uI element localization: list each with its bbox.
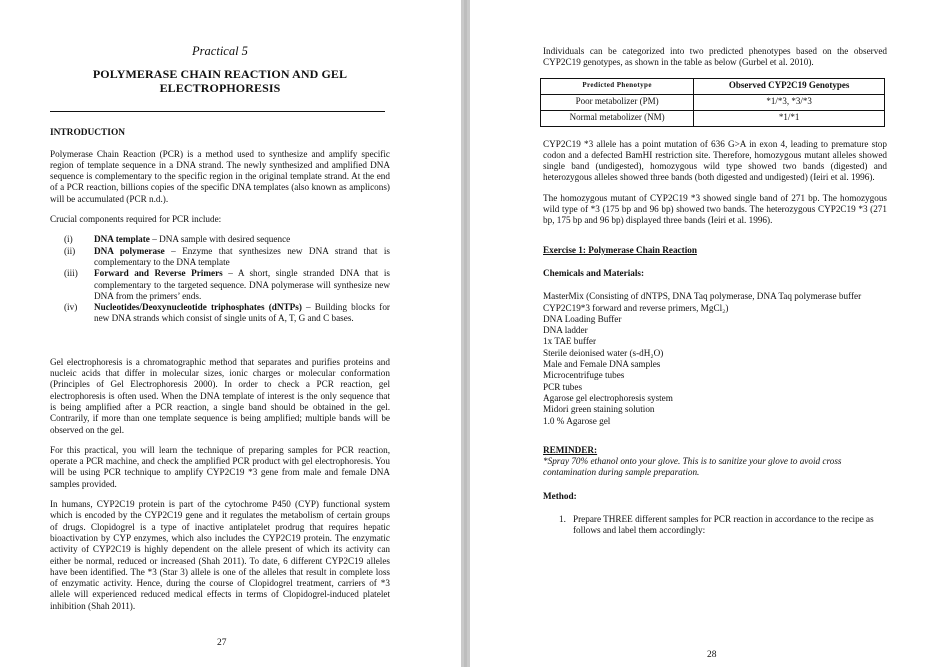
page-27	[0, 0, 461, 667]
method-heading: Method:	[543, 490, 577, 501]
component-desc: – Building blocks for new DNA strands which consist of single units of A, T, G and C bases.	[94, 302, 390, 324]
step-text: Prepare THREE different samples for PCR reaction in accordance to the recipe as follows and label them accordingly:	[573, 514, 874, 536]
band-pattern-paragraph: The homozygous mutant of CYP2C19 *3 showed single band of 271 bp. The homozygous wild type of *3 (175 bp and 96 bp) showed two bands. The heterozygous CYP2C19 *3 (271 bp, 175 bp and 96 bp) displayed three bands (Ieiri et al. 1996).	[543, 192, 887, 226]
list-item: 1.0 % Agarose gel	[543, 415, 611, 426]
reminder-heading: REMINDER:	[543, 444, 598, 455]
exercise-heading: Exercise 1: Polymerase Chain Reaction	[543, 244, 697, 255]
title-divider	[50, 111, 385, 112]
page-number: 28	[707, 650, 717, 660]
phenotype-table	[540, 78, 885, 127]
table-header: Observed CYP2C19 Genotypes	[694, 78, 885, 94]
component-term: Nucleotides/Deoxynucleotide triphosphates (dNTPs)	[94, 302, 302, 313]
table-cell: Poor metabolizer (PM)	[541, 94, 694, 110]
list-number: (iv)	[64, 302, 78, 313]
pcr-definition-paragraph: Polymerase Chain Reaction (PCR) is a method used to synthesize and amplify specific region of template sequence in a DNA strand. The newly synthesized and amplified DNA sequence is complementary to the specific region in the original template strand. At the end of a PCR reaction, billions copies of the specific DNA templates (also known as amplicons) will be accumulated (PCR n.d.).	[50, 148, 390, 204]
list-item: 1x TAE buffer	[543, 336, 597, 347]
list-item: Microcentrifuge tubes	[543, 370, 625, 381]
list-item: DNA ladder	[543, 325, 588, 336]
reminder-text: *Spray 70% ethanol onto your glove. This is to sanitize your glove to avoid cross contamination during sample preparation.	[543, 456, 842, 478]
list-item: DNA Loading Buffer	[543, 313, 622, 324]
phenotype-intro-paragraph: Individuals can be categorized into two predicted phenotypes based on the observed CYP2C19 genotypes, as shown in the table as below (Gurbel et al. 2010).	[543, 46, 887, 68]
list-item: Male and Female DNA samples	[543, 359, 661, 370]
list-item: Sterile deionised water (s-dH₂O)	[543, 347, 664, 358]
table-cell: *1/*1	[694, 110, 885, 126]
gel-electrophoresis-paragraph: Gel electrophoresis is a chromatographic method that separates and purifies proteins and nucleic acids that differ in molecular sizes, ionic charges or molecular conformation (Principles of Gel Electrophoresis 2000). In order to check a PCR reaction, gel electrophoresis is often used. When the DNA template of interest is the only sequence that is being amplified after a PCR reaction, a single band should be obtained in the gel. Contrarily, if more than one template sequence is being amplified; multiple bands will be observed on the gel.	[50, 356, 390, 435]
list-item	[50, 246, 390, 269]
list-item	[50, 234, 390, 245]
materials-list	[543, 291, 887, 427]
page-number: 27	[217, 638, 227, 648]
title-line-1: POLYMERASE CHAIN REACTION AND GEL	[92, 67, 348, 82]
component-desc: – Enzyme that synthesizes new DNA strand that is complementary to the DNA template	[94, 245, 390, 267]
list-item: MasterMix (Consisting of dNTPS, DNA Taq polymerase, DNA Taq polymerase buffer CYP2C19*3 forward and reverse primers, MgCl₂)	[543, 291, 862, 313]
list-number: (i)	[64, 234, 73, 245]
page-title	[50, 67, 390, 95]
components-lead-paragraph: Crucial components required for PCR include:	[50, 214, 222, 225]
page-28-content	[543, 46, 887, 537]
table-cell: Normal metabolizer (NM)	[541, 110, 694, 126]
practical-overview-paragraph: For this practical, you will learn the technique of preparing samples for PCR reaction, operate a PCR machine, and check the amplified PCR product with gel electrophoresis. You will be using PCR technique to amplify CYP2C19 *3 gene from male and female DNA samples provided.	[50, 444, 390, 489]
component-term: DNA polymerase	[94, 245, 165, 256]
cyp2c19-paragraph: In humans, CYP2C19 protein is part of the cytochrome P450 (CYP) functional system which is encoded by the CYP2C19 gene and it regulates the metabolism of certain groups of drugs. Clopidogrel is a type of inactive antiplatelet prodrug that requires hepatic bioactivation by CYP enzymes, which also includes the CYP2C19 protein. The enzymatic activity of CYP2C19 is highly dependent on the allele present of which its activity can either be normal, reduced or increased (Shah 2011). To date, 6 different CYP2C19 alleles have been identified. The *3 (Star 3) allele is one of the alleles that result in complete loss of enzymatic activity. Hence, during the course of Clopidogrel treatment, carriers of *3 allele will experienced reduced medical effects in terms of Clopidogrel-induced platelet inhibition (Shah 2011).	[50, 499, 390, 611]
list-item: PCR tubes	[543, 381, 583, 392]
pcr-components-list	[50, 234, 390, 324]
list-item: Midori green staining solution	[543, 404, 655, 415]
page-28	[470, 0, 945, 667]
table-header: Predicted Phenotype	[541, 78, 694, 94]
introduction-heading: INTRODUCTION	[50, 128, 126, 139]
method-step	[543, 514, 887, 537]
table-header-row	[541, 78, 885, 94]
component-desc: – DNA sample with desired sequence	[149, 234, 291, 245]
step-number: 1.	[559, 514, 566, 525]
component-desc: – A short, single stranded DNA that is complementary to the targeted sequence. DNA polymerase will synthesize new DNA from the primers’ ends.	[94, 268, 390, 301]
list-item	[50, 268, 390, 302]
component-term: Forward and Reverse Primers	[94, 268, 223, 279]
list-number: (ii)	[64, 245, 76, 256]
list-item	[50, 302, 390, 325]
page-27-content	[50, 40, 390, 621]
practical-label: Practical 5	[192, 44, 248, 58]
list-item: Agarose gel electrophoresis system	[543, 392, 673, 403]
mutation-paragraph: CYP2C19 *3 allele has a point mutation of 636 G>A in exon 4, leading to premature stop codon and a defected BamHI restriction site. Therefore, homozygous mutant alleles showed single band (undigested), homozygous wild type showed two bands (digested) and heterozygous alleles showed three bands (both digested and undigested) (Ieiri et al. 1996).	[543, 138, 887, 183]
table-row	[541, 94, 885, 110]
component-term: DNA template	[94, 234, 150, 245]
title-line-2: ELECTROPHORESIS	[159, 81, 281, 96]
list-number: (iii)	[64, 268, 78, 279]
table-row	[541, 110, 885, 126]
table-cell: *1/*3, *3/*3	[694, 94, 885, 110]
materials-heading: Chemicals and Materials:	[543, 267, 645, 278]
page-gutter	[461, 0, 470, 667]
